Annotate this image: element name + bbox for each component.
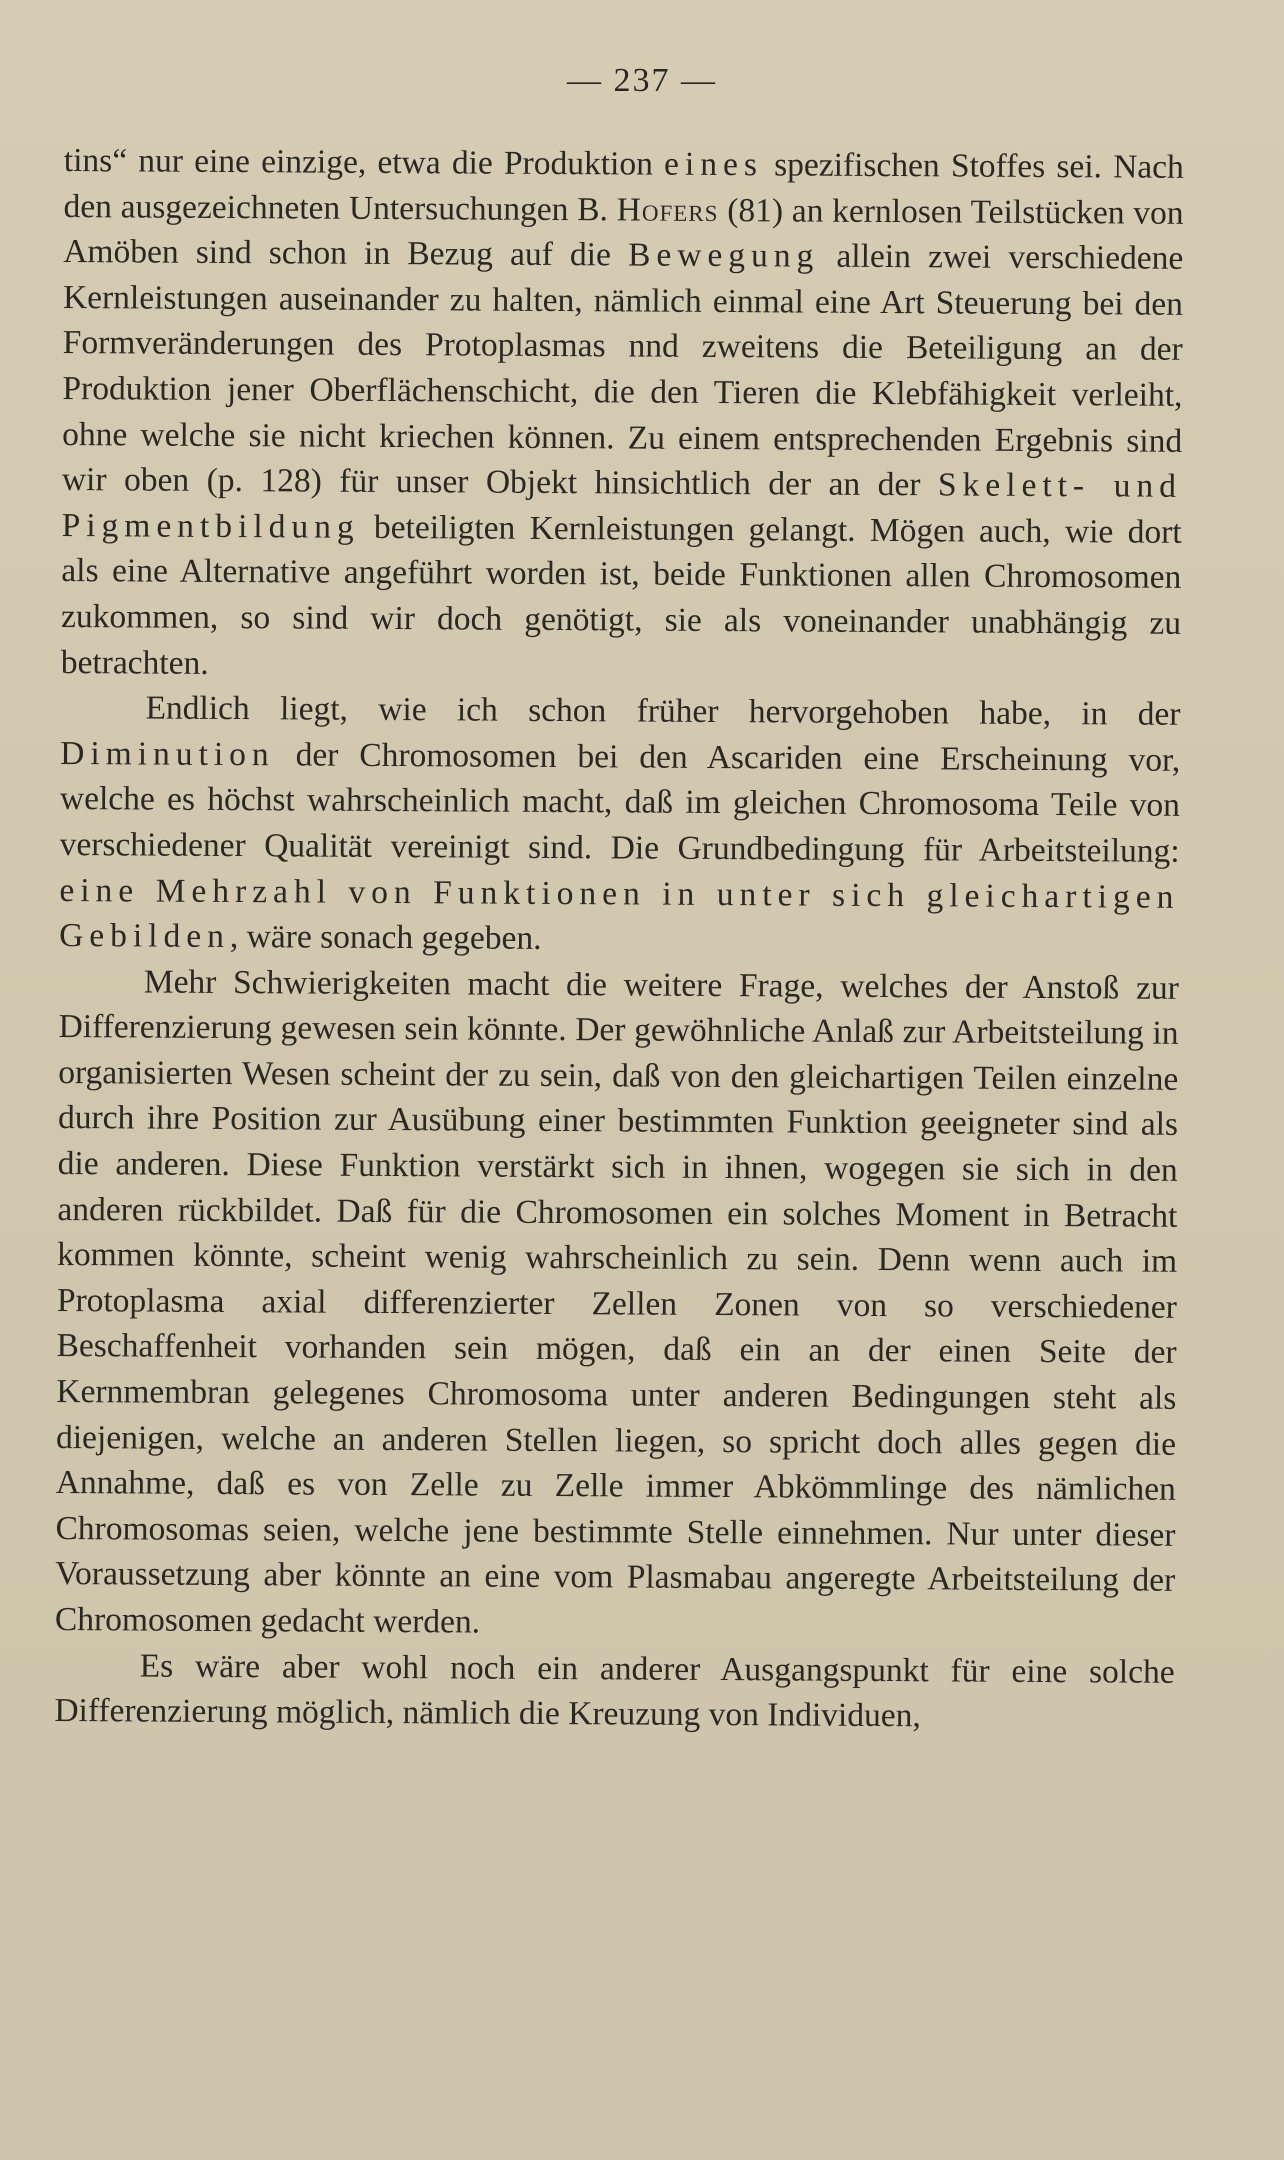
text-run: (81) an kernlosen Teilstücken von Amöben sind schon in Bezug auf die: [63, 191, 1184, 274]
emphasized-text: eines: [663, 145, 764, 184]
paragraph: [59, 685, 1181, 965]
emphasized-text: Diminution: [60, 734, 275, 774]
paragraph: [61, 138, 1184, 692]
text-run: , wäre sonach gegeben.: [229, 918, 542, 958]
page-number: — 237 —: [567, 62, 717, 99]
emphasized-text: Skelett- und Pigmentbildung: [61, 466, 1183, 546]
body-text: [54, 138, 1184, 1741]
text-run: tins“ nur eine einzige, etwa die Produktion: [63, 141, 665, 183]
text-run: allein zwei verschiedene Kernleistungen auseinander zu halten, nämlich einmal eine Art Steuerung bei den Formveränderungen des Protoplasmas nnd zweitens die Beteiligung an der Produktion jener Oberflächenschicht, die den Tieren die Klebfähigkeit verleiht, ohne welche sie nicht kriechen können. Zu einem entsprechenden Ergebnis sind wir oben (p. 128) für unser Objekt hinsichtlich der an der: [61, 237, 1184, 504]
text-run: Mehr Schwierigkeiten macht die weitere Frage, welches der Anstoß zur Differenzierung gewesen sein könnte. Der gewöhnliche Anlaß zur Arbeitsteilung in organisierten Wesen scheint der zu sein, daß von den gleichartigen Teilen einzelne durch ihre Position zur Ausübung einer bestimmten Funktion geeigneter sind als die anderen. Diese Funktion verstärkt sich in ihnen, wogegen sie sich in den anderen rückbildet. Daß für die Chromosomen ein solches Moment in Betracht kommen könnte, scheint wenig wahrscheinlich zu sein. Denn wenn auch im Protoplasma axial differenzierter Zellen Zonen von so verschiedener Beschaffenheit vorhanden sein mögen, daß ein an der einen Seite der Kernmembran gelegenes Chromosoma unter anderen Bedingungen steht als diejenigen, welche an anderen Stellen liegen, so spricht doch alles gegen die Annahme, daß es von Zelle zu Zelle immer Abkömmlinge des nämlichen Chromosomas seien, welche jene bestimmte Stelle einnehmen. Nur unter dieser Voraussetzung aber könnte an eine vom Plasmabau angeregte Arbeitsteilung der Chromosomen gedacht werden.: [54, 963, 1179, 1641]
author-name: Hofers: [616, 190, 719, 229]
text-run: Endlich liegt, wie ich schon früher hervorgehoben habe, in der: [145, 689, 1181, 733]
text-run: beteiligten Kernleistungen gelangt. Mögen auch, wie dort als eine Alternative angeführt worden ist, beide Funktionen allen Chromosomen zukommen, so sind wir doch genötigt, sie als voneinander unabhängig zu betrachten.: [60, 508, 1182, 682]
text-run: Es wäre aber wohl noch ein anderer Ausgangspunkt für eine solche Differenzierung möglich, nämlich die Kreuzung von Individuen,: [54, 1647, 1175, 1735]
emphasized-text: Bewegung: [627, 236, 820, 275]
paragraph: [54, 1643, 1175, 1741]
paragraph: [55, 959, 1179, 1650]
emphasized-text: eine Mehrzahl von Funktionen in unter sich gleichartigen Gebilden: [59, 871, 1180, 956]
text-run: der Chromosomen bei den Ascariden eine Erscheinung vor, welche es höchst wahrscheinlich macht, daß im gleichen Chromosoma Teile von verschiedener Qualität vereinigt sind. Die Grundbedingung für Arbeitsteilung:: [59, 736, 1181, 870]
text-run: spezifischen Stoffes sei. Nach den ausgezeichneten Untersuchungen B.: [63, 146, 1184, 228]
